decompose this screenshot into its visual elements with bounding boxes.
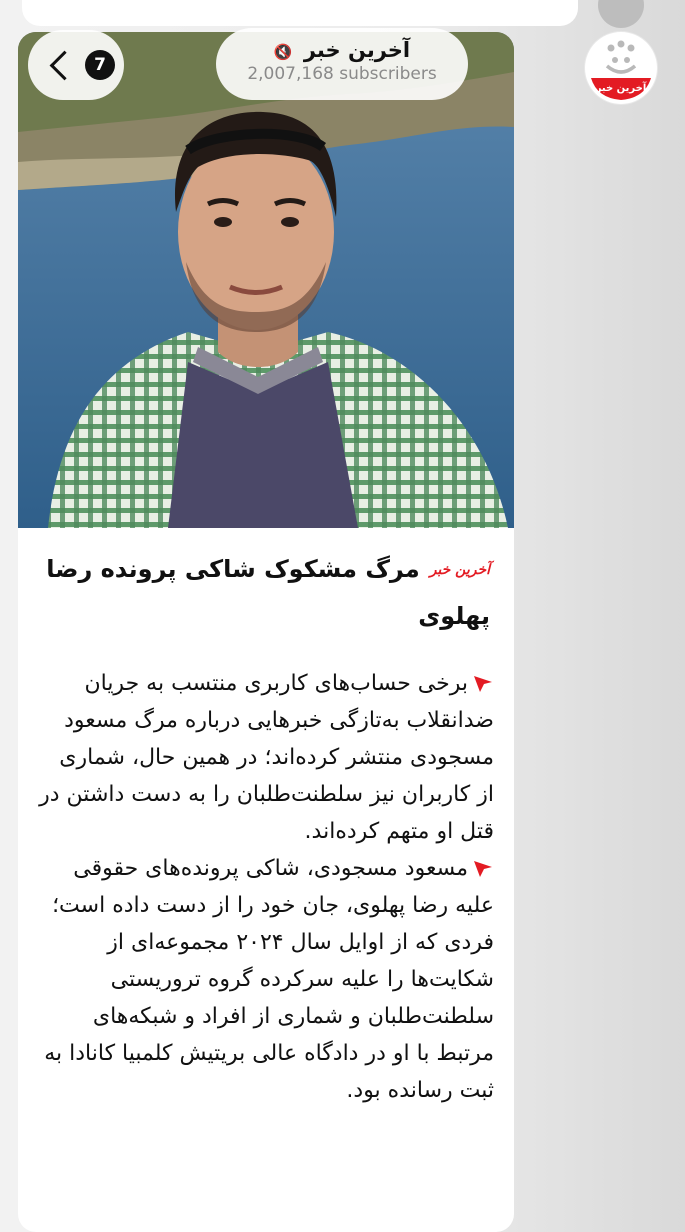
red-arrow-icon xyxy=(472,859,494,879)
svg-text:آخرین خبر: آخرین خبر xyxy=(595,83,647,94)
channel-logo xyxy=(585,32,657,104)
post-text xyxy=(18,532,514,1109)
channel-title: آخرین خبر xyxy=(303,38,411,62)
paragraph xyxy=(38,850,494,1109)
channel-header[interactable] xyxy=(216,28,468,100)
chevron-left-icon xyxy=(50,50,80,80)
unread-badge: 7 xyxy=(85,50,115,80)
red-arrow-icon xyxy=(472,674,494,694)
portrait-image xyxy=(18,32,514,528)
share-icon[interactable] xyxy=(598,0,644,28)
previous-message-bubble xyxy=(22,0,578,26)
brand-mark: آخرین خبر xyxy=(429,562,490,578)
muted-speaker-icon: 🔇 xyxy=(273,43,293,61)
paragraph xyxy=(38,665,494,850)
subscriber-count: 2,007,168 subscribers xyxy=(247,64,437,84)
post-photo[interactable] xyxy=(18,32,514,528)
post-headline xyxy=(38,546,490,639)
message-bubble xyxy=(18,32,514,1232)
paragraph-text: مسعود مسجودی، شاکی پرونده‌های حقوقی علیه رضا پهلوی، جان خود را از دست داده است؛ فردی که از اوایل سال ۲۰۲۴ مجموعه‌ای از شکایت‌ها را علیه سرکرده گروه تروریستی سلطنت‌طلبان و شماری از افراد و شبکه‌های مرتبط با او در دادگاه عالی بریتیش کلمبیا کانادا به ثبت رسانده بود. xyxy=(44,856,494,1103)
paragraph-text: برخی حساب‌های کاربری منتسب به جریان ضدانقلاب به‌تازگی خبرهایی درباره مرگ مسعود مسجودی منتشر کرده‌اند؛ در همین حال، شماری از کاربران نیز سلطنت‌طلبان را به دست داشتن در قتل او متهم کرده‌اند. xyxy=(39,671,494,844)
channel-avatar[interactable] xyxy=(585,32,657,104)
headline-text: مرگ مشکوک شاکی پرونده رضا پهلوی xyxy=(46,555,490,630)
back-button[interactable] xyxy=(28,30,124,100)
